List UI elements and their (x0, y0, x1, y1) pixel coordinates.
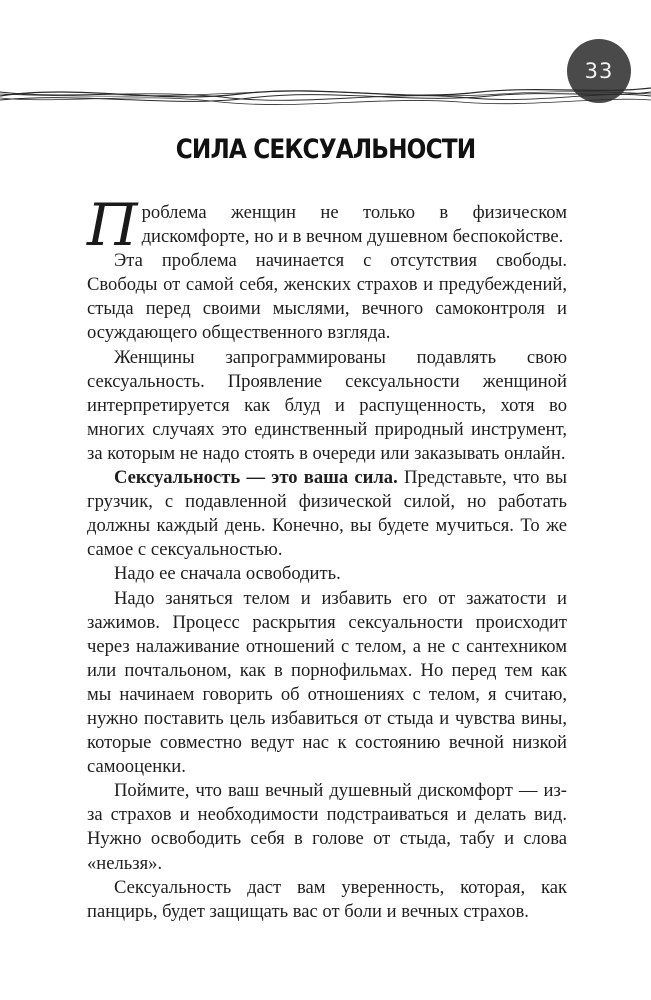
paragraph-1-text: роблема женщин не только в физическом дискомфорте, но и в вечном душевном беспокойстве. (141, 202, 567, 248)
page-number: 33 (584, 59, 614, 83)
body-text (87, 191, 567, 924)
decorative-wave-lines (0, 74, 651, 114)
paragraph-4 (87, 466, 567, 562)
paragraph-2: Эта проблема начинается с отсутствия свободы. Свободы от самой себя, женских страхов и предубеждений, стыда перед своими мыслями, вечного самоконтроля и осуждающего общественного взгляда. (87, 250, 567, 344)
paragraph-8: Сексуальность даст вам уверенность, которая, как панцирь, будет защищать вас от боли и вечных страхов. (87, 876, 567, 922)
paragraph-1 (87, 191, 567, 259)
paragraph-3: Женщины запрограммированы подавлять свою сексуальность. Проявление сексуальности женщиной интерпретируется как блуд и распущенность, хотя во многих случаях это единственный природный инструмент, за которым не надо стоять в очереди или заказывать онлайн. (87, 346, 567, 464)
paragraph-4-bold: Сексуальность — это ваша сила. (114, 467, 398, 489)
paragraph-6: Надо заняться телом и избавить его от зажатости и зажимов. Процесс раскрытия сексуальности происходит через налаживание отношений с телом, а не с сантехником или почтальоном, как в порнофильмах. Но перед тем как мы начинаем говорить об отношениях с телом, я считаю, нужно поставить цель избавиться от стыда и чувства вины, которые совместно ведут нас к состоянию вечной низкой самооценки. (87, 587, 567, 778)
paragraph-4-text: Представьте, что вы грузчик, с подавленной физической силой, но работать должны каждый день. Конечно, вы будете мучиться. То же самое с сексуальностью. (87, 467, 567, 561)
drop-cap: П (87, 191, 138, 259)
paragraph-7: Поймите, что ваш вечный душевный дискомфорт — из-за страхов и необходимости подстраиваться и делать вид. Нужно освободить себя в голове от стыда, табу и слова «нельзя». (87, 780, 567, 874)
chapter-title: СИЛА СЕКСУАЛЬНОСТИ (175, 134, 476, 165)
paragraph-5: Надо ее сначала освободить. (114, 563, 341, 585)
